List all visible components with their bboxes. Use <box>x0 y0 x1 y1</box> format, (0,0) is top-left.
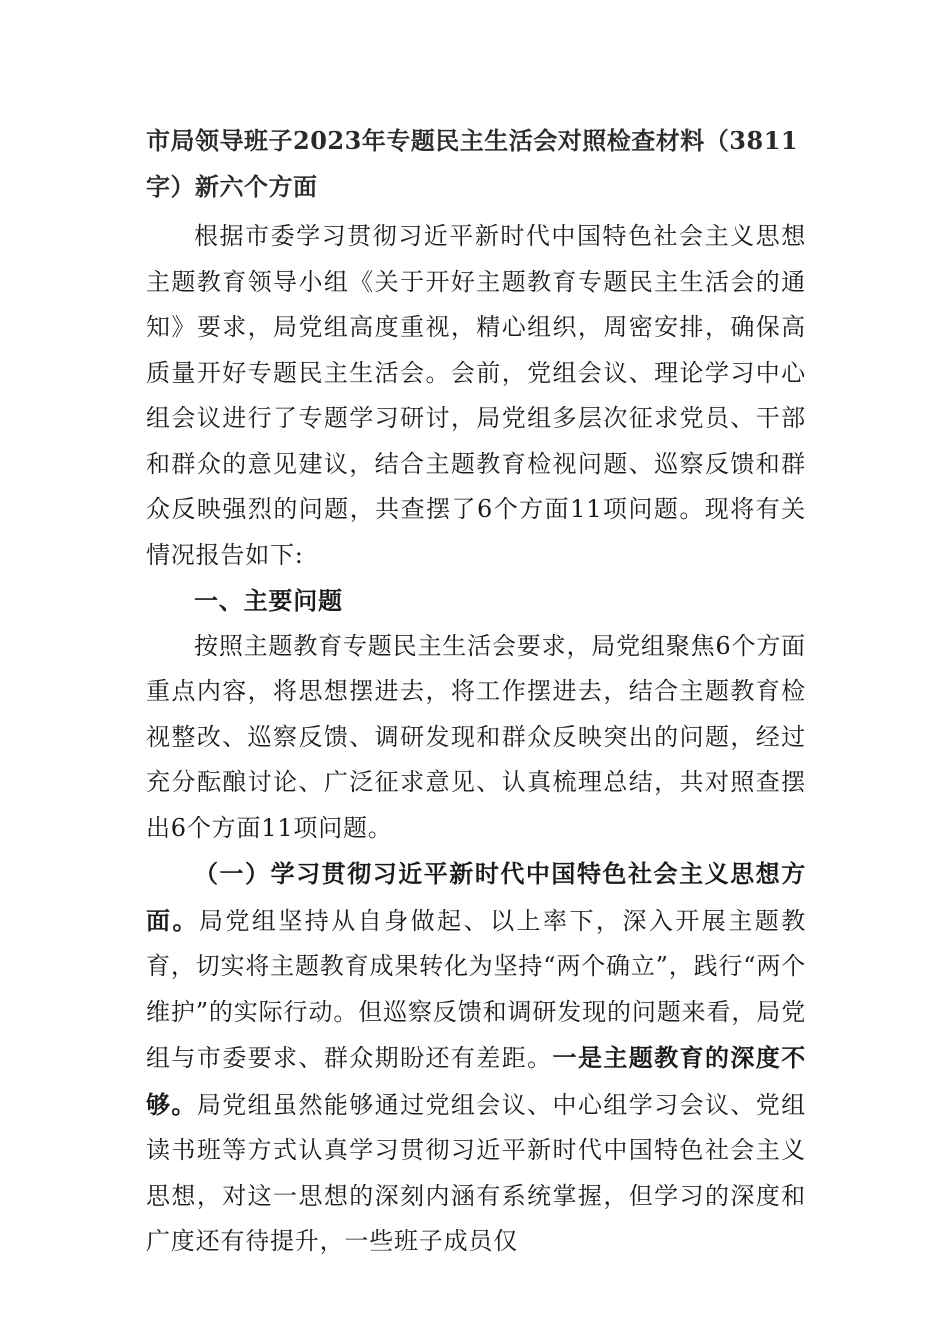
point-text-1: 局党组虽然能够通过党组会议、中心组学习会议、党组读书班等方式认真学习贯彻习近平新时代中国特色社会主义思想，对这一思想的深刻内涵有系统掌握，但学习的深度和广度还有待提升，一些班子成员仅 <box>146 1090 806 1255</box>
subsection-heading-1: （一）学习贯彻习近平新时代中国特色社会主义思想方面。 <box>146 859 806 935</box>
subsection-text-1: 局党组坚持从自身做起、以上率下，深入开展主题教育，切实将主题教育成果转化为坚持“两个确立”，践行“两个维护”的实际行动。但巡察反馈和调研发现的问题来看，局党组与市委要求、群众期盼还有差距。 <box>146 906 806 1072</box>
point-heading-1: 一是主题教育的深度不够。 <box>146 1043 806 1119</box>
subsection-paragraph-1 <box>146 851 806 1265</box>
section-heading-main-problems: 一、主要问题 <box>194 586 343 615</box>
document-page <box>146 118 806 1265</box>
document-title: 市局领导班子2023年专题民主生活会对照检查材料（3811字）新六个方面 <box>146 126 799 201</box>
section-body-main-problems: 按照主题教育专题民主生活会要求，局党组聚焦6个方面重点内容，将思想摆进去，将工作摆进去，结合主题教育检视整改、巡察反馈、调研发现和群众反映突出的问题，经过充分酝酿讨论、广泛征求意见、认真梳理总结，共对照查摆出6个方面11项问题。 <box>146 631 806 842</box>
intro-paragraph: 根据市委学习贯彻习近平新时代中国特色社会主义思想主题教育领导小组《关于开好主题教育专题民主生活会的通知》要求，局党组高度重视，精心组织，周密安排，确保高质量开好专题民主生活会。会前，党组会议、理论学习中心组会议进行了专题学习研讨，局党组多层次征求党员、干部和群众的意见建议，结合主题教育检视问题、巡察反馈和群众反映强烈的问题，共查摆了6个方面11项问题。现将有关情况报告如下: <box>146 222 806 569</box>
